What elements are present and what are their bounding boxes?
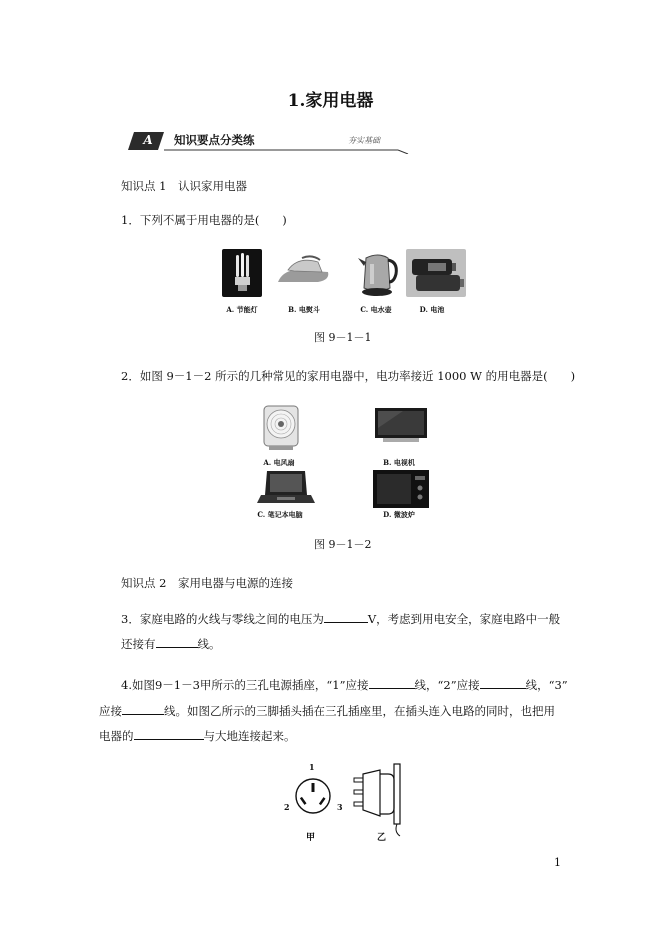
microwave-oven-icon <box>373 470 429 508</box>
socket-number-2: 2 <box>284 802 290 812</box>
television-icon <box>373 406 429 446</box>
q4-text-f: 电器的 <box>99 729 134 743</box>
q2-option-d: D. 微波炉 <box>383 510 415 519</box>
q1-option-b: B. 电熨斗 <box>288 305 320 314</box>
electric-kettle-icon <box>354 248 402 298</box>
q2-option-a: A. 电风扇 <box>263 458 295 467</box>
q4-text-e: 线。如图乙所示的三脚插头插在三孔插座里，在插头连入电路的同时，也把用 <box>164 704 555 718</box>
page-number: 1 <box>554 856 561 869</box>
socket-number-3: 3 <box>337 802 343 812</box>
energy-saving-bulb-icon <box>222 249 262 297</box>
q2-text: 2．如图 9－1－2 所示的几种常见的家用电器中，电功率接近 1000 W 的用电器是( ) <box>121 369 576 383</box>
socket-number-1: 1 <box>309 762 315 772</box>
banner-label: 知识要点分类练 <box>174 133 255 147</box>
page-title: 1.家用电器 <box>287 91 374 111</box>
q4-blank-4[interactable] <box>134 728 204 740</box>
q3-text-b: V，考虑到用电安全，家庭电路中一般 <box>367 612 561 626</box>
q4-blank-2[interactable] <box>480 677 526 689</box>
q4-text-b: 线，“2”应接 <box>414 678 480 692</box>
three-pin-plug-icon <box>350 760 410 840</box>
q3-blank-wire[interactable] <box>156 636 198 648</box>
q4-text-g: 与大地连接起来。 <box>203 729 296 743</box>
q3-text-c: 还接有 <box>121 637 156 651</box>
q3-text-d: 线。 <box>197 637 221 651</box>
banner-right-label: 夯实基础 <box>348 136 380 145</box>
section1-heading: 知识点 1 认识家用电器 <box>121 179 247 193</box>
section2-heading: 知识点 2 家用电器与电源的连接 <box>121 576 293 590</box>
figure-label-a: 甲 <box>306 833 316 843</box>
q2-option-b: B. 电视机 <box>383 458 415 467</box>
q2-option-c: C. 笔记本电脑 <box>257 510 303 519</box>
q1-option-d: D. 电池 <box>419 305 445 314</box>
q1-text: 1．下列不属于用电器的是( ) <box>121 213 287 227</box>
q4-text-a: 4.如图9－1－3甲所示的三孔电源插座，“1”应接 <box>121 678 369 692</box>
q4-blank-3[interactable] <box>122 703 164 715</box>
q3-text-a: 3．家庭电路的火线与零线之间的电压为 <box>121 612 324 626</box>
q4-text-d: 应接 <box>99 704 122 718</box>
q1-option-a: A. 节能灯 <box>226 305 258 314</box>
figure-label-b: 乙 <box>377 833 387 843</box>
q4-blank-1[interactable] <box>369 677 415 689</box>
q2-figure-caption: 图 9－1－2 <box>314 538 372 551</box>
q1-figure-caption: 图 9－1－1 <box>314 331 372 344</box>
electric-fan-icon <box>261 404 301 452</box>
electric-iron-icon <box>274 250 334 296</box>
q4-line1 <box>121 677 568 693</box>
q4-line3 <box>99 728 296 744</box>
battery-icon <box>406 249 466 297</box>
q4-text-c: 线，“3” <box>525 678 568 692</box>
q1-option-c: C. 电水壶 <box>360 305 392 314</box>
q4-line2 <box>99 703 555 719</box>
q3-blank-voltage[interactable] <box>324 611 368 623</box>
q3-line1 <box>121 611 560 627</box>
banner-badge: A <box>143 133 153 147</box>
q3-line2 <box>121 636 221 652</box>
three-hole-socket-icon <box>288 770 338 820</box>
laptop-icon <box>257 469 315 507</box>
